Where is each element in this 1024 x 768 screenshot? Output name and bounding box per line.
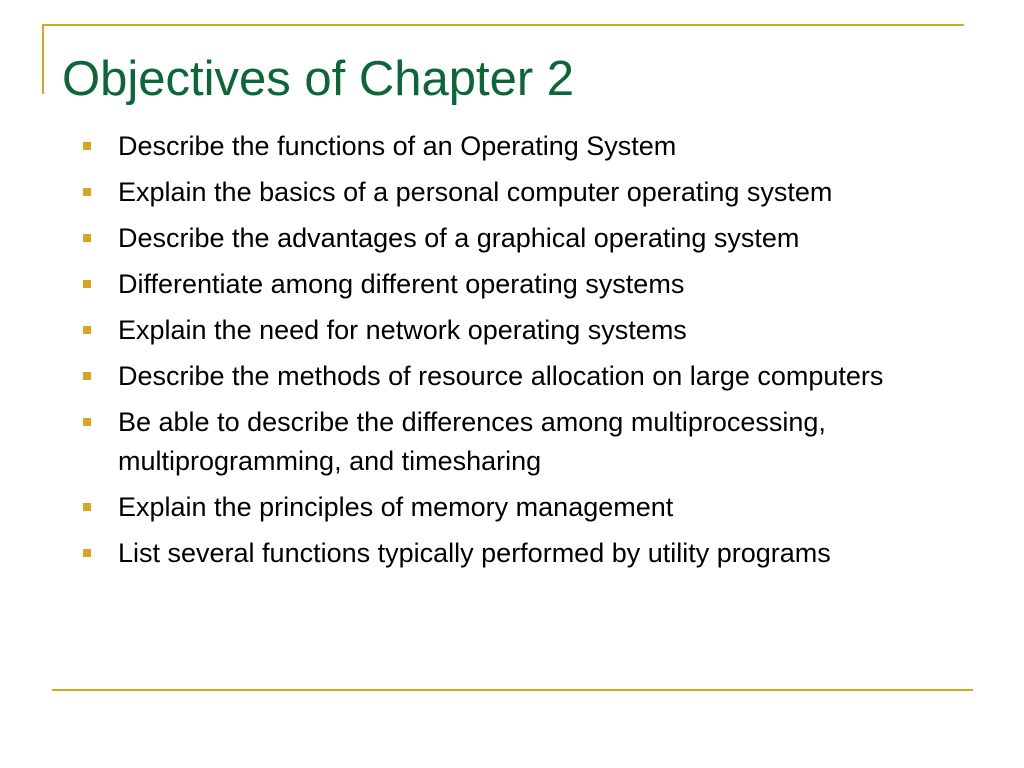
objectives-list — [118, 127, 958, 580]
list-item — [118, 127, 958, 166]
square-bullet-icon — [83, 280, 91, 288]
frame-left-line — [42, 24, 44, 94]
frame-bottom-line — [52, 689, 973, 691]
slide-title: Objectives of Chapter 2 — [62, 52, 575, 106]
objective-text: Explain the basics of a personal computer operating system — [118, 177, 833, 207]
objective-text: Describe the advantages of a graphical operating system — [118, 223, 800, 253]
list-item — [118, 173, 958, 212]
list-item — [118, 403, 958, 481]
square-bullet-icon — [83, 188, 91, 196]
objective-text: Describe the methods of resource allocation on large computers — [118, 361, 884, 391]
list-item — [118, 311, 958, 350]
objective-text: Be able to describe the differences among multiprocessing, multiprogramming, and timesharing — [118, 407, 826, 476]
objective-text: Explain the principles of memory management — [118, 492, 674, 522]
square-bullet-icon — [83, 418, 91, 426]
objective-text: Describe the functions of an Operating System — [118, 131, 677, 161]
square-bullet-icon — [83, 142, 91, 150]
list-item — [118, 219, 958, 258]
objective-text: List several functions typically performed by utility programs — [118, 538, 831, 568]
list-item — [118, 265, 958, 304]
list-item — [118, 357, 958, 396]
list-item — [118, 534, 958, 573]
objective-text: Differentiate among different operating systems — [118, 269, 685, 299]
square-bullet-icon — [83, 326, 91, 334]
square-bullet-icon — [83, 234, 91, 242]
objective-text: Explain the need for network operating systems — [118, 315, 687, 345]
frame-top-line — [42, 24, 964, 26]
square-bullet-icon — [83, 372, 91, 380]
square-bullet-icon — [83, 503, 91, 511]
list-item — [118, 488, 958, 527]
square-bullet-icon — [83, 549, 91, 557]
